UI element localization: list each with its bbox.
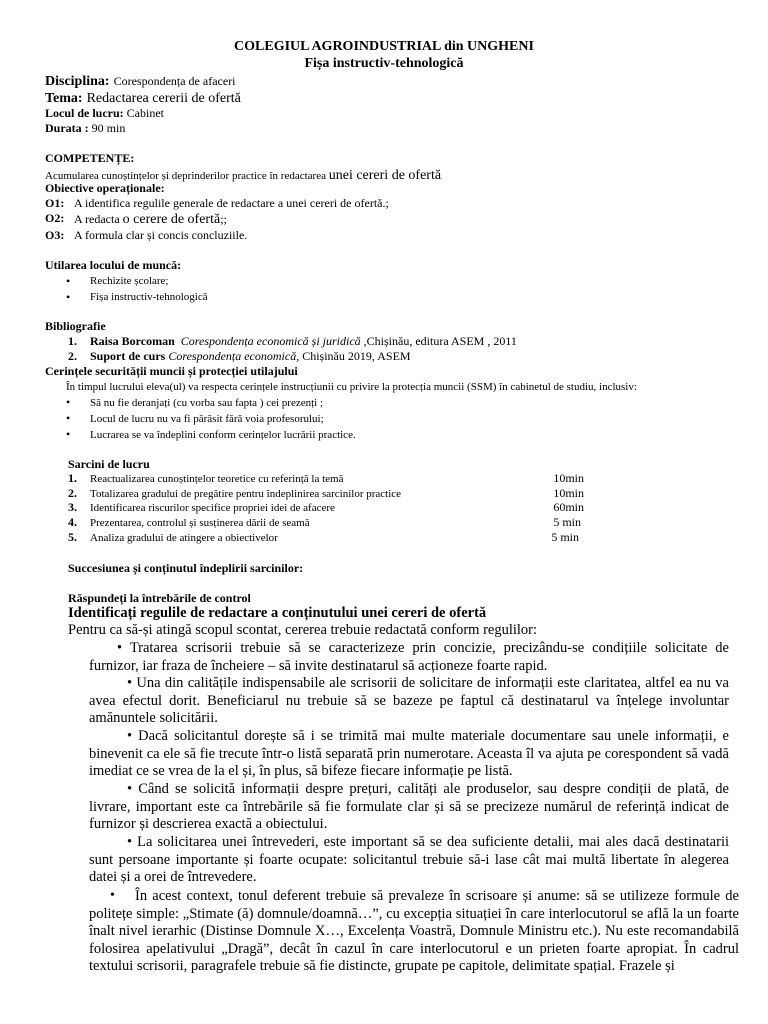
- objective-code: O3:: [45, 228, 65, 242]
- bibliography-num: 2.: [68, 349, 77, 363]
- bibliography-entry: Suport de curs Corespondența economică, Chișinău 2019, ASEM: [90, 349, 411, 363]
- objective-text: A identifica regulile generale de redactare a unei cereri de ofertă.;: [74, 196, 389, 210]
- document-type-title: Fișa instructiv-tehnologică: [304, 56, 464, 71]
- workplace-item: Rechizite școlare;: [90, 275, 169, 287]
- sequence-heading: Succesiunea și conținutul îndeplirii sarcinilor:: [68, 561, 304, 575]
- tasks-heading: Sarcini de lucru: [68, 457, 150, 471]
- duration-line: [45, 121, 125, 136]
- task-text: Totalizarea gradului de pregătire pentru îndeplinirea sarcinilor practice: [90, 488, 402, 500]
- safety-item: Să nu fie deranjați (cu vorba sau fapta ) cei prezenți ;: [90, 397, 324, 409]
- task-time: 5 min: [551, 530, 579, 544]
- task-text: Reactualizarea cunoștințelor teoretice cu referință la temă: [90, 473, 344, 485]
- section-title: Identificați regulile de redactare a conținutului unei cereri de ofertă: [68, 605, 487, 621]
- topic-value: Redactarea cererii de ofertă: [86, 91, 241, 106]
- bullet-icon: •: [66, 290, 71, 304]
- bullet-icon: •: [110, 888, 115, 903]
- duration-label: Durata :: [45, 121, 89, 135]
- workplace-item: Fișa instructiv-tehnologică: [90, 291, 208, 303]
- topic-line: [45, 89, 241, 107]
- bibliography-num: 1.: [68, 334, 77, 348]
- task-text: Analiza gradului de atingere a obiectivelor: [90, 532, 278, 544]
- duration-value: 90 min: [91, 121, 126, 135]
- discipline-value: Corespondența de afaceri: [113, 74, 236, 88]
- task-num: 3.: [68, 500, 77, 514]
- rule-paragraph: • La solicitarea unei întrevederi, este important să se dea suficiente detalii, mai ales dacă destinatarii sunt persoane importante și foarte ocupate: solicitantul trebuie să-i lase cât mai multă libertate în alegerea datei și a orei de întrevedere.: [89, 834, 729, 886]
- safety-item: Lucrarea se va îndeplini conform cerințelor lucrării practice.: [90, 429, 356, 441]
- rule-paragraph: • Tratarea scrisorii trebuie să se caracterizeze prin concizie, precizându-se condițiile solicitate de furnizor, iar fraza de încheiere – să invite destinatarul să acționeze foarte rapid.: [89, 640, 729, 674]
- objective-code: O1:: [45, 196, 65, 210]
- task-num: 5.: [68, 530, 77, 544]
- place-value: Cabinet: [126, 106, 164, 120]
- safety-item: Locul de lucru nu va fi părăsit fără voia profesorului;: [90, 413, 324, 425]
- objective-text: A formula clar și concis concluziile.: [74, 228, 248, 242]
- task-text: Prezentarea, controlul și susținerea dării de seamă: [90, 517, 310, 529]
- control-heading: Răspundeți la întrebările de control: [68, 591, 251, 605]
- competences-heading: COMPETENȚE:: [45, 151, 135, 165]
- rule-paragraph: • Una din calitățile indispensabile ale scrisorii de solicitare de informații este claritatea, altfel ea nu va avea efectul dorit. Beneficiarul nu trebuie să se bazeze pe faptul că destinatarul va înțelege involuntar amănuntele solicitării.: [89, 675, 729, 727]
- discipline-label: Disciplina:: [45, 74, 110, 89]
- task-num: 2.: [68, 486, 77, 500]
- bibliography-entry: Raisa Borcoman Corespondența economică și juridică ,Chișinău, editura ASEM , 2011: [90, 334, 517, 348]
- task-time: 5 min: [553, 515, 581, 529]
- place-line: [45, 106, 164, 121]
- task-time: 60min: [553, 500, 584, 514]
- workplace-heading: Utilarea locului de muncă:: [45, 258, 182, 272]
- task-time: 10min: [553, 471, 584, 485]
- bullet-icon: •: [66, 427, 71, 441]
- objectives-heading: Obiective operaționale:: [45, 181, 165, 195]
- task-text: Identificarea riscurilor specifice propriei idei de afacere: [90, 502, 335, 514]
- bullet-icon: •: [66, 395, 71, 409]
- task-num: 1.: [68, 471, 77, 485]
- objective-text: A redacta o cerere de ofertă;;: [74, 212, 227, 227]
- intro-text: Pentru ca să-și atingă scopul scontat, cererea trebuie redactată conform regulilor:: [68, 622, 538, 638]
- rule-paragraph: • Când se solicită informații despre prețuri, calități ale produselor, sau despre condiții de plată, de livrare, important este ca întrebările să fie formulate clar și să se precizeze numărul de referință indicat de furnizor și descrierea exactă a obiectului.: [89, 781, 729, 833]
- topic-label: Tema:: [45, 91, 83, 106]
- discipline-line: [45, 72, 236, 90]
- competences-text-b: unei cereri de ofertă: [328, 168, 442, 183]
- bibliography-heading: Bibliografie: [45, 319, 106, 333]
- task-time: 10min: [553, 486, 584, 500]
- safety-heading: Cerințele securității muncii și protecției utilajului: [45, 364, 298, 378]
- safety-intro: În timpul lucrului eleva(ul) va respecta cerințele instrucțiunii cu privire la protecția muncii (SSM) în cabinetul de studiu, inclusiv:: [66, 381, 637, 393]
- rule-paragraph: În acest context, tonul deferent trebuie să prevaleze în scrisoare și anume: să se utilizeze formule de politețe simple: „Stimate (ă) domnule/doamnă…”, cu excepția situației în care interlocutorul se află la un foarte înalt nivel ierarhic (Distinse Domnule X…, Excelența Voastră, Domnule Ministru etc.). Nu este recomandabilă folosirea apelativului „Dragă”, decât în cazul în care interlocutorul e un prieten foarte apropiat. În cadrul textului scrisorii, paragrafele trebuie să fie distincte, grupate pe capitole, delimitate spațial. Frazele și: [89, 888, 739, 975]
- task-num: 4.: [68, 515, 77, 529]
- bullet-icon: •: [66, 411, 71, 425]
- competences-text-a: Acumularea cunoștințelor și deprinderilor practice în redactarea: [45, 170, 329, 182]
- rule-paragraph: • Dacă solicitantul dorește să i se trimită mai multe materiale documentare sau unele informații, e binevenit ca ele să fie trecute într-o listă separată prin numerotare. Aceasta îl va ajuta pe corespondent să vadă imediat ce se vrea de la el și, în plus, să bifeze fiecare informație pe listă.: [89, 728, 729, 780]
- bullet-icon: •: [66, 274, 71, 288]
- objective-code: O2:: [45, 211, 65, 225]
- institution-title: COLEGIUL AGROINDUSTRIAL din UNGHENI: [234, 39, 534, 54]
- place-label: Locul de lucru:: [45, 106, 124, 120]
